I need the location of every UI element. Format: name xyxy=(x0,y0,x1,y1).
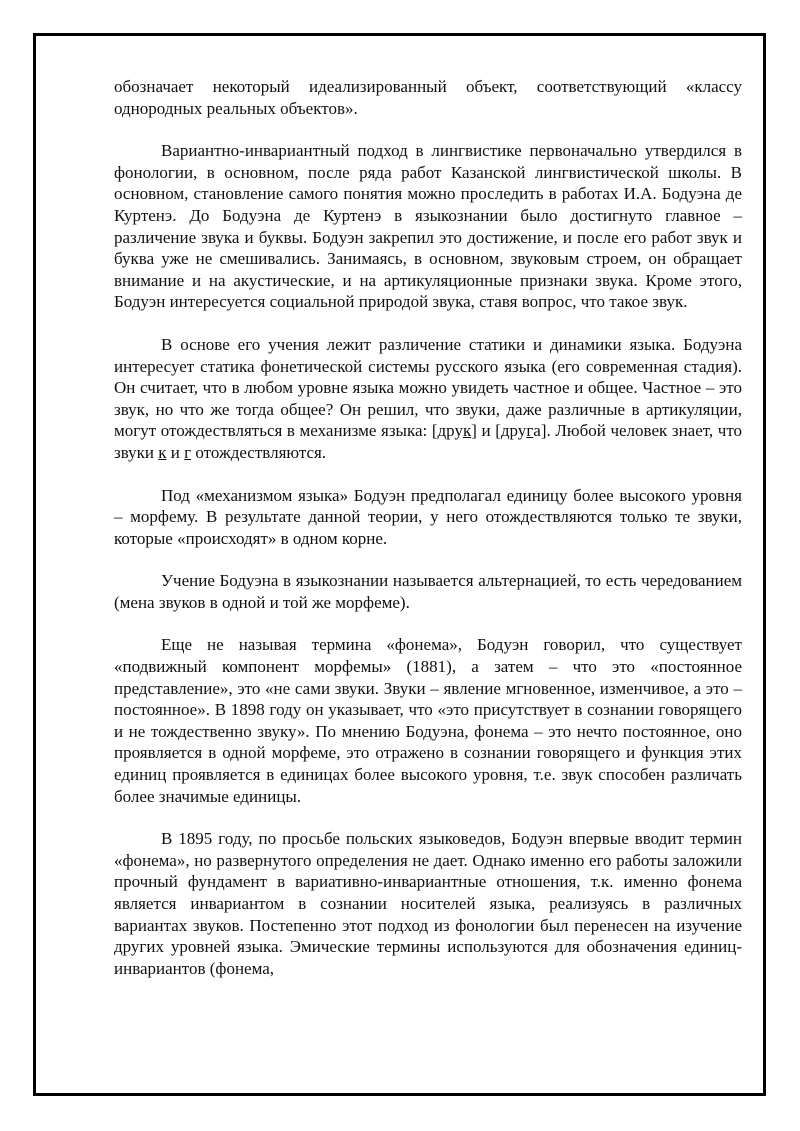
paragraph: обозначает некоторый идеализированный объект, соответствующий «классу однородных реальных объектов». xyxy=(114,77,742,118)
paragraph: Вариантно-инвариантный подход в лингвистике первоначально утвердился в фонологии, в основном, после ряда работ Казанской лингвистической школы. В основном, становление самого понятия можно проследить в работах И.А. Бодуэна де Куртенэ. До Бодуэна де Куртенэ в языкознании было достигнуто главное – различение звука и буквы. Бодуэн закрепил это достижение, и после его работ звук и буква уже не смешивались. Занимаясь, в основном, звуковым строем, он обращает внимание и на акустические, и на артикуляционные признаки звука. Кроме этого, Бодуэн интересуется социальной природой звука, ставя вопрос, что такое звук. xyxy=(114,141,742,312)
paragraph: Учение Бодуэна в языкознании называется альтернацией, то есть чередованием (мена звуков в одной и той же морфеме). xyxy=(114,571,742,612)
paragraph: Еще не называя термина «фонема», Бодуэн говорил, что существует «подвижный компонент морфемы» (1881), а затем – что это «постоянное представление», это «не сами звуки. Звуки – явление мгновенное, изменчивое, а это – постоянное». В 1898 году он указывает, что «это присутствует в сознании говорящего и не тождественно звуку». По мнению Бодуэна, фонема – это нечто постоянное, оно проявляется в одной морфеме, это отражено в сознании говорящего и функция этих единиц проявляется в единицах более высокого уровня, т.е. звук способен различать более значимые единицы. xyxy=(114,635,742,806)
sound-g: г xyxy=(184,442,192,462)
sound-k: к xyxy=(158,442,167,462)
conjunction: и xyxy=(481,421,491,441)
paragraph: Под «механизмом языка» Бодуэн предполагал единицу более высокого уровня – морфему. В результате данной теории, у него отождествляются только те звуки, которые «происходят» в одном корне. xyxy=(114,485,742,548)
paragraph: В 1895 году, по просьбе польских языковедов, Бодуэн впервые вводит термин «фонема», но развернутого определения не дает. Однако именно его работы заложили прочный фундамент в вариативно-инвариантные отношения, т.к. именно фонема является инвариантом в сознании носителей языка, реализуясь в различных вариантах звуков. Постепенно этот подход из фонологии был перенесен на изучение других уровней языка. Эмические термины используются для обозначения единиц-инвариантов (фонема, xyxy=(114,829,742,978)
paragraph xyxy=(114,334,742,464)
conjunction: и xyxy=(170,442,180,462)
paragraph-text: Любой человек знает, что звуки xyxy=(114,421,743,462)
paragraph-text: отождествляются. xyxy=(195,442,327,462)
document-body xyxy=(114,76,742,979)
example-word-1: [друк] xyxy=(431,421,477,441)
example-word-2: [друга]. xyxy=(495,421,551,441)
paragraph-text: В основе его учения лежит различение статики и динамики языка. Бодуэна интересует статика фонетической системы русского языка (его современная стадия). Он считает, что в любом уровне языка можно увидеть частное и общее. Частное – это звук, но что же тогда общее? Он решил, что звуки, даже различные в артикуляции, могут отождествляться в механизме языка: xyxy=(114,334,742,441)
